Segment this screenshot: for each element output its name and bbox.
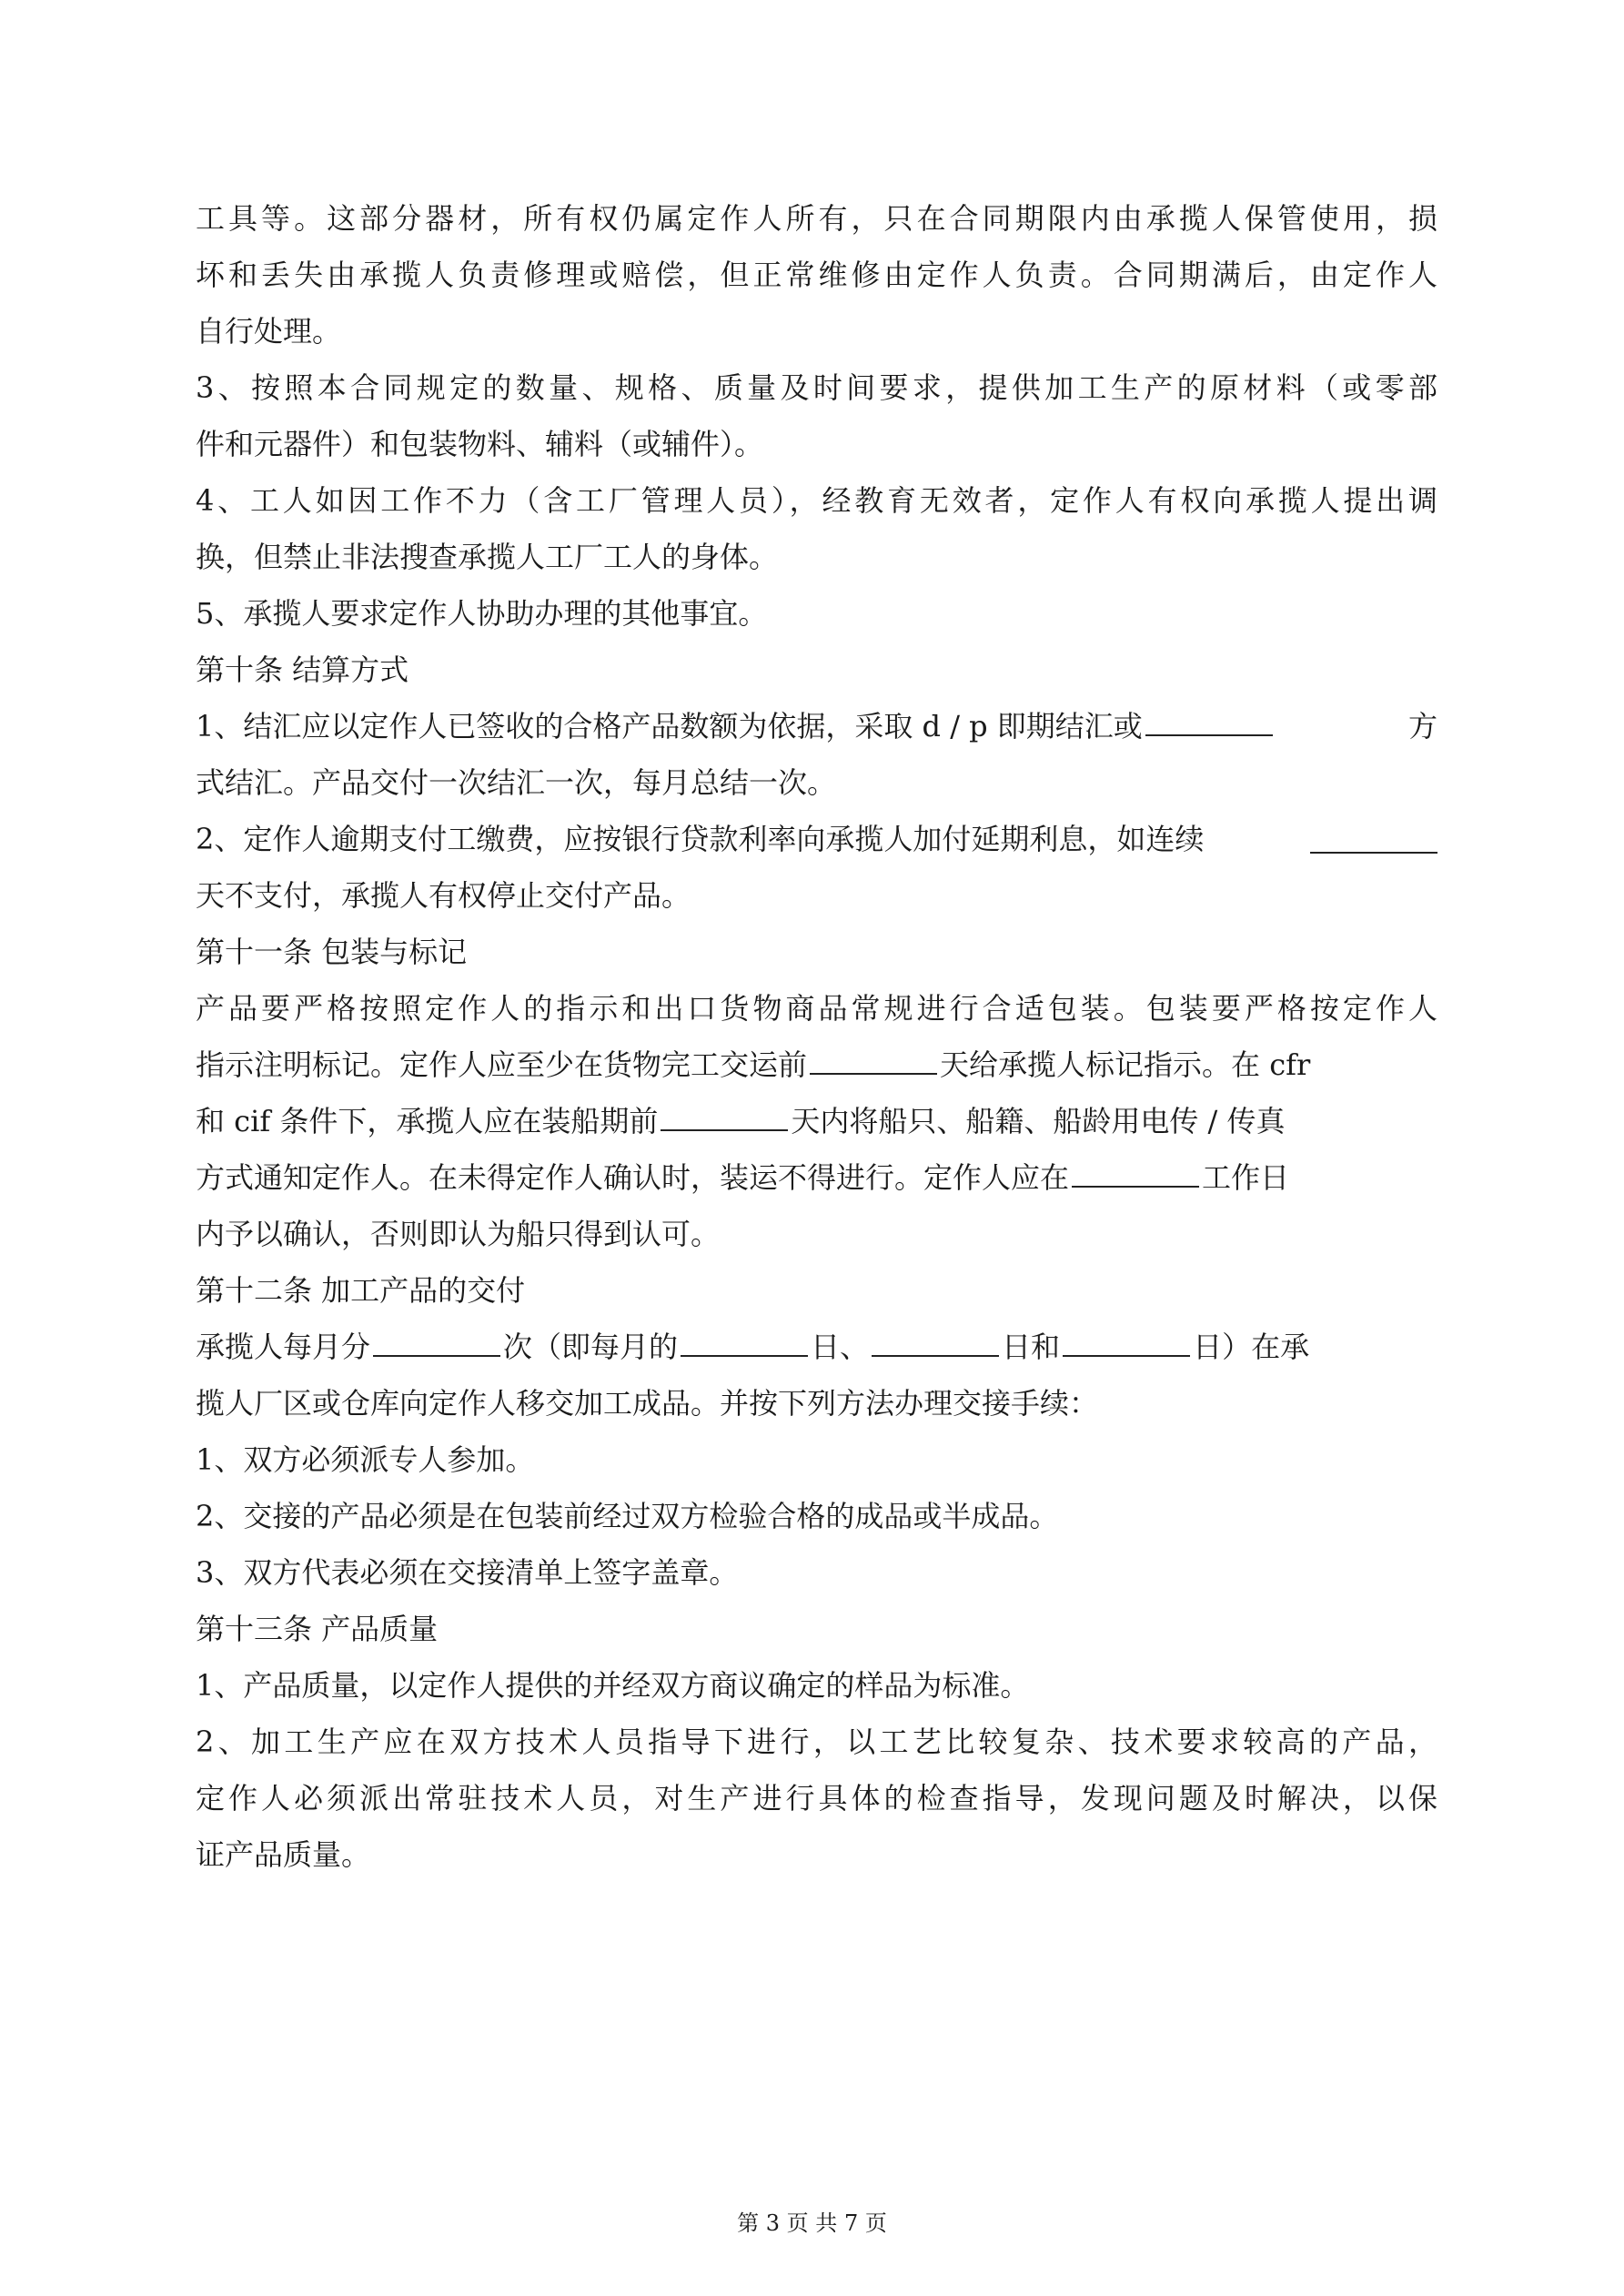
text-line: 1、双方必须派专人参加。 (196, 1442, 535, 1477)
text-line: 定作人必须派出常驻技术人员，对生产进行具体的检查指导，发现问题及时解决，以保 (196, 1781, 1437, 1816)
text-segment: 承揽人每月分 (196, 1330, 371, 1364)
text-segment: 方 (1407, 709, 1437, 743)
fill-in-blank (1145, 707, 1273, 736)
text-line: 证产品质量。 (196, 1837, 371, 1872)
fill-in-blank (681, 1328, 808, 1357)
fill-in-blank (1310, 824, 1437, 854)
text-line: 1、产品质量，以定作人提供的并经双方商议确定的样品为标准。 (196, 1668, 1030, 1703)
text-segment: 2、定作人逾期支付工缴费，应按银行贷款利率向承揽人加付延期利息，如连续 (196, 822, 1205, 856)
text-segment: 次（即每月的 (503, 1330, 679, 1364)
text-line: 自行处理。 (196, 314, 342, 349)
text-line: 工具等。这部分器材，所有权仍属定作人所有，只在合同期限内由承揽人保管使用，损 (196, 201, 1437, 236)
text-line: 3、双方代表必须在交接清单上签字盖章。 (196, 1555, 739, 1590)
text-line: 式结汇。产品交付一次结汇一次，每月总结一次。 (196, 765, 837, 800)
page-footer: 第 3 页 共 7 页 (737, 2210, 887, 2236)
text-line: 天不支付，承揽人有权停止交付产品。 (196, 878, 691, 913)
section-heading: 第十二条 加工产品的交付 (196, 1273, 526, 1308)
text-line: 坏和丢失由承揽人负责修理或赔偿，但正常维修由定作人负责。合同期满后，由定作人 (196, 258, 1437, 292)
fill-in-blank (1072, 1158, 1199, 1188)
section-heading: 第十条 结算方式 (196, 652, 409, 687)
section-heading: 第十一条 包装与标记 (196, 935, 468, 969)
text-line: 2、加工生产应在双方技术人员指导下进行，以工艺比较复杂、技术要求较高的产品， (196, 1725, 1437, 1759)
text-line: 产品要严格按照定作人的指示和出口货物商品常规进行合适包装。包装要严格按定作人 (196, 991, 1437, 1026)
text-line (196, 1158, 1437, 1198)
text-line: 3、按照本合同规定的数量、规格、质量及时间要求，提供加工生产的原材料（或零部 (196, 370, 1437, 405)
text-line (196, 819, 1437, 859)
fill-in-blank (661, 1102, 788, 1131)
text-segment: 指示注明标记。定作人应至少在货物完工交运前 (196, 1047, 808, 1082)
text-segment: 日、 (811, 1330, 870, 1364)
fill-in-blank (1063, 1328, 1190, 1357)
text-line: 5、承揽人要求定作人协助办理的其他事宜。 (196, 596, 768, 631)
text-line: 件和元器件）和包装物料、辅料（或辅件）。 (196, 427, 764, 461)
text-line (196, 1045, 1437, 1085)
text-segment: 日）在承 (1193, 1330, 1310, 1364)
section-heading: 第十三条 产品质量 (196, 1612, 439, 1646)
text-line: 4、工人如因工作不力（含工厂管理人员），经教育无效者，定作人有权向承揽人提出调 (196, 483, 1437, 518)
text-line: 换，但禁止非法搜查承揽人工厂工人的身体。 (196, 540, 779, 574)
text-line (196, 706, 1437, 746)
fill-in-blank (810, 1046, 937, 1075)
text-line: 揽人厂区或仓库向定作人移交加工成品。并按下列方法办理交接手续： (196, 1386, 1099, 1421)
text-line: 内予以确认，否则即认为船只得到认可。 (196, 1217, 721, 1251)
text-segment: 天内将船只、船籍、船龄用电传 / 传真 (791, 1104, 1286, 1138)
fill-in-blank (373, 1328, 500, 1357)
text-line (196, 1327, 1437, 1367)
text-segment: 工作日 (1202, 1160, 1290, 1195)
fill-in-blank (872, 1328, 999, 1357)
text-line (196, 1101, 1437, 1141)
text-segment: 和 cif 条件下，承揽人应在装船期前 (196, 1104, 659, 1138)
text-segment: 方式通知定作人。在未得定作人确认时，装运不得进行。定作人应在 (196, 1160, 1070, 1195)
text-segment: 1、结汇应以定作人已签收的合格产品数额为依据，采取 d / p 即期结汇或 (196, 709, 1143, 743)
text-segment: 天给承揽人标记指示。在 cfr (940, 1047, 1311, 1082)
text-line: 2、交接的产品必须是在包装前经过双方检验合格的成品或半成品。 (196, 1499, 1059, 1533)
text-segment: 日和 (1002, 1330, 1061, 1364)
